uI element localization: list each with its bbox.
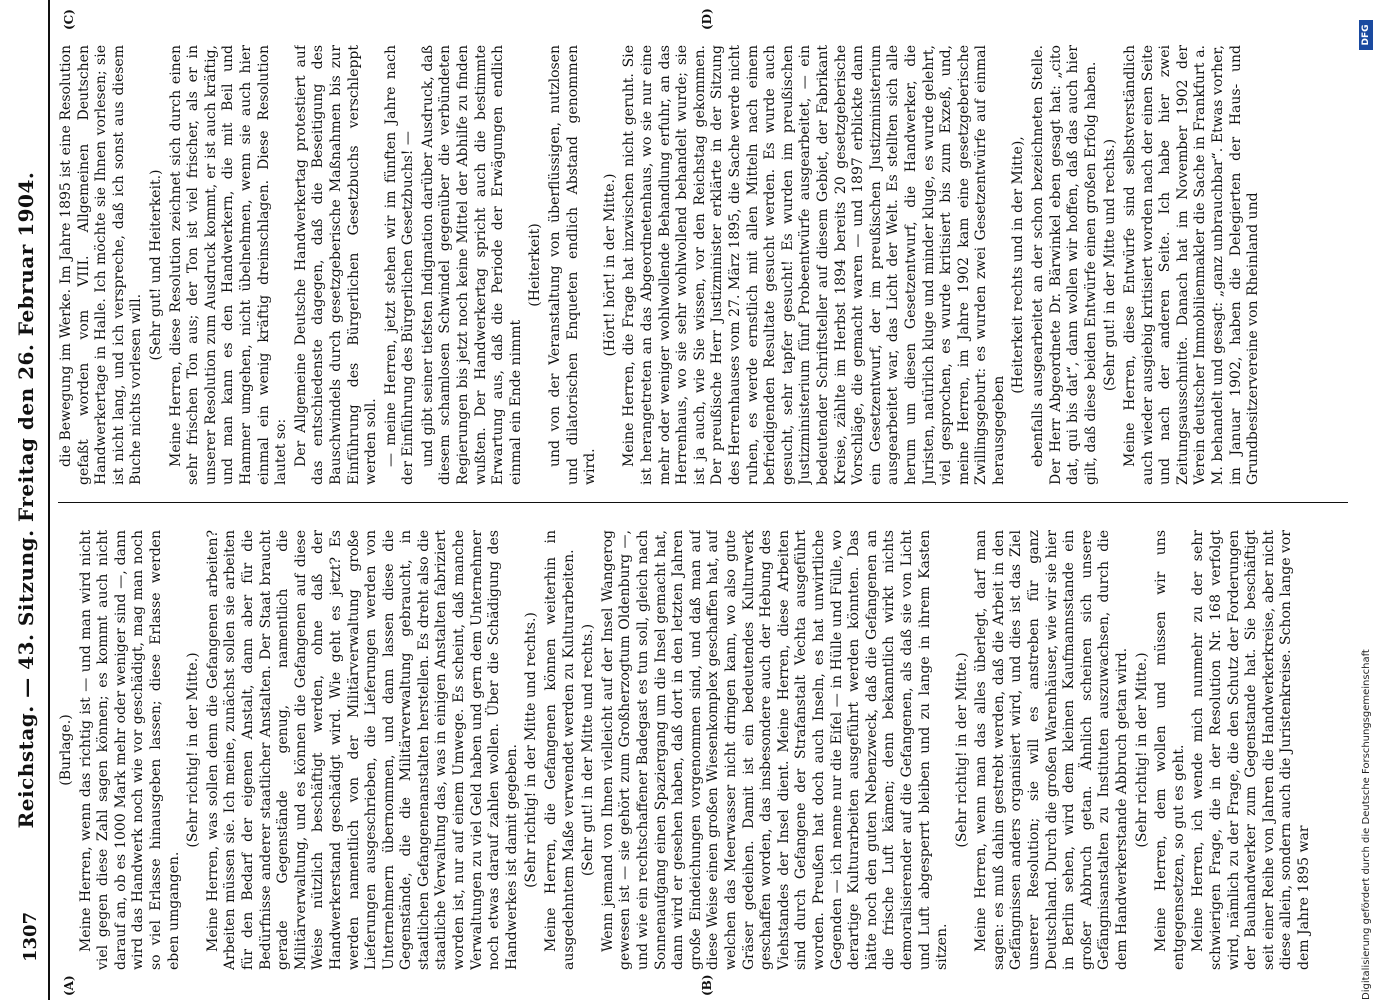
paragraph: Der Allgemeine Deutsche Handwerkertag protestiert auf das entschiedenste dagegen, daß die Beseitigung des Bauschwindels durch gesetzgeberische Maßnahmen bis zur Einführung des Bürgerlichen Gesetzbuchs verschleppt werden soll. — [292, 45, 380, 485]
margin-marker-b: (B) — [700, 974, 714, 996]
right-column — [58, 45, 1348, 485]
paragraph: Meine Herren, die Frage hat inzwischen nicht geruht. Sie ist herangetreten an das Abgeordnetenhaus, wo sie nur eine mehr oder weniger wohlwollende Behandlung erfuhr, an das Herrenhaus, wo sie sehr wohlwollend behandelt wurde; sie ist ja auch, wie Sie wissen, vor den Reichstag gekommen. Der preußische Herr Justizminister erklärte in der Sitzung des Herrenhauses vom 27. März 1895, die Sache werde nicht ruhen, es werde ernstlich mit allen Mitteln nach einem befriedigenden Resultate gesucht werden. Es wurde auch gesucht, sehr tapfer gesucht! Es wurden im preußischen Justizministerium fünf Probeentwürfe ausgearbeitet, — ein bedeutender Schriftsteller auf diesem Gebiet, der Fabrikant Kreise, zählte im Herbst 1894 bereits 20 gesetzgeberische Vorschläge, die gemacht waren — und 1897 erblickte dann ein Gesetzentwurf, der im preußischen Justizministerium ausgearbeitet war, das Licht der Welt. Es stellten sich alle herum um diesen Gesetzentwurf, die Handwerker, die Juristen, natürlich kluge und minder kluge, es wurde gelehrt, viel gesprochen, es wurde kritisiert bis zum Exzeß, und, meine Herren, im Jahre 1902 kam eine gesetzgeberische Zwillingsgeburt: es wurden zwei Gesetzentwürfe auf einmal herausgegeben — [621, 45, 1007, 485]
paragraph: Meine Herren, diese Entwürfe sind selbstverständlich auch wieder ausgiebig kritisiert worden nach der einen Seite und nach der anderen Seite. Ich habe hier zwei Zeitungsausschnitte. Danach hat im November 1902 der Verein deutscher Immobilienmakler die Sache in Frankfurt a. M. behandelt und gesagt: „ganz unbrauchbar“. Etwas vorher, im Januar 1902, haben die Delegierten der Haus- und Grundbesitzervereine von Rheinland und — [1122, 45, 1262, 485]
paragraph: Meine Herren, die Gefangenen können weiterhin in ausgedehntem Maße verwendet werden zu Kulturarbeiten. — [543, 530, 577, 970]
paragraph: Meine Herren, wenn man das alles überlegt, darf man sagen: es muß dahin gestrebt werden, daß die Arbeit in den Gefängnissen anders organisiert wird, und dies ist das Ziel unserer Resolution; sie will es anstreben für ganz Deutschland. Durch die großen Warenhäuser, wie wir sie hier in Berlin sehen, wird dem kleinen Kaufmannsstande ein großer Abbruch getan. Ähnlich scheinen sich unsere Gefängnisanstalten zu Instituten auszuwachsen, durch die dem Handwerkerstande Abbruch getan wird. — [973, 530, 1131, 970]
right-paragraphs — [58, 45, 1263, 485]
paragraph: (Heiterkeit rechts und in der Mitte), — [1010, 136, 1027, 394]
paragraph: Meine Herren, diese Resolution zeichnet sich durch einen sehr frischen Ton aus; der Ton ist viel frischer, als er in unserer Resolution zum Ausdruck kommt, er ist auch kräftig, und man kann es den Handwerkern, die mit Beil und Hammer umgehen, nicht übelnehmen, wenn sie auch hier einmal ein wenig kräftig dreinschlagen. Diese Resolution lautet so: — [167, 45, 290, 485]
speaker-label: (Burlage.) — [58, 714, 74, 786]
paragraph: (Sehr richtig! in der Mitte.) — [1133, 652, 1150, 848]
paragraph: (Hört! hört! in der Mitte.) — [601, 173, 618, 357]
paragraph: Wenn jemand von Ihnen vielleicht auf der Insel Wangerog gewesen ist — sie gehört zum Großherzogtum Oldenburg —, und wie ein rechtschaffener Badegast es tun soll, gleich nach Sonnenaufgang einen Spaziergang um die Insel gemacht hat, dann wird er gesehen haben, daß dort in den letzten Jahren große Eindeichungen vorgenommen sind, und daß man auf diese Weise einen großen Wiesenkomplex geschaffen hat, auf welchen das Meerwasser nicht dringen kann, wo also gute Gräser gedeihen. Damit ist ein bedeutendes Kulturwerk geschaffen worden, das insbesondere auch der Hebung des Viehstandes der Insel dient. Meine Herren, diese Arbeiten sind durch Gefangene der Strafanstalt Vechta ausgeführt worden. Preußen hat doch auch Inseln, es hat unwirtliche Gegenden — ich nenne nur die Eifel — in Hülle und Fülle, wo derartige Kulturarbeiten ausgeführt werden könnten. Das hätte noch den guten Nebenzweck, daß die Gefangenen an die frische Luft kämen; denn bekanntlich wirkt nichts demoralisierender auf die Gefangenen, als daß sie von Licht und Luft abgesperrt bleiben und zu lange in ihrem Kasten sitzen. — [599, 530, 951, 970]
paragraph: — meine Herren, jetzt stehen wir im fünften Jahre nach der Einführung des Bürgerlichen Gesetzbuchs! — — [382, 45, 417, 485]
paragraph: (Sehr gut! und Heiterkeit.) — [147, 169, 164, 361]
paragraph: (Sehr gut! in der Mitte und rechts.) — [1102, 138, 1119, 392]
margin-marker-d: (D) — [700, 8, 714, 30]
paragraph: Meine Herren, ich wende mich nunmehr zu der sehr schwierigen Frage, die in der Resolution Nr. 168 verfolgt wird, nämlich zu der Frage, die den Schutz der Forderungen der Bauhandwerker zum Gegenstande hat. Sie beschäftigt seit einer Reihe von Jahren die Handwerkerkreise, aber nicht diese allein, sondern auch die Juristenkreise. Schon lange vor dem Jahre 1895 war — [1190, 530, 1312, 970]
paragraph: und gibt seiner tiefsten Indignation darüber Ausdruck, daß diesem schamlosen Schwindel gegenüber die verbündeten Regierungen bis jetzt noch keine Mittel der Abhilfe zu finden wußten. Der Handwerkertag spricht auch die bestimmte Erwartung aus, daß die Periode der Erwägungen endlich einmal ein Ende nimmt — [419, 45, 524, 485]
paragraph: (Sehr richtig! in der Mitte.) — [953, 652, 970, 848]
paragraph: (Sehr gut! in der Mitte und rechts.) — [580, 623, 597, 877]
column-divider — [58, 502, 1348, 503]
page-footer — [1349, 0, 1383, 1000]
page-title: Reichstag. — 43. Sitzung. Freitag den 26. Februar 1904. — [14, 171, 38, 829]
paragraph: ebenfalls ausgearbeitet an der schon bezeichneten Stelle. Der Herr Abgeordnete Dr. Bärwinkel eben gesagt hat: „cito dat, qui bis dat“, dann wollen wir hoffen, daß das auch hier gilt, daß diese beiden Entwürfe einen großen Erfolg haben. — [1030, 45, 1099, 485]
paragraph: (Sehr richtig! in der Mitte und rechts.) — [523, 612, 540, 888]
page-number: 1307 — [20, 911, 41, 962]
dfg-logo: DFG — [1359, 20, 1373, 50]
paragraph: (Sehr richtig! in der Mitte.) — [185, 652, 202, 848]
left-paragraphs — [78, 530, 1314, 970]
header-rule — [48, 0, 50, 1000]
digitization-credit: Digitalisierung gefördert durch die Deutsche Forschungsgemeinschaft — [1361, 649, 1372, 1000]
margin-marker-c: (C) — [62, 9, 76, 30]
paragraph: Meine Herren, wenn das richtig ist — und man wird nicht viel gegen diese Zahl sagen können; es kommt auch nicht darauf an, ob es 1000 Mark mehr oder weniger sind —, dann wird das Handwerk noch wie vor geschädigt, mag man noch so viel Erlasse hinausgeben lassen; diese Erlasse werden eben umgangen. — [77, 530, 182, 970]
left-column — [58, 530, 1348, 970]
page-header — [8, 30, 48, 970]
paragraph: die Bewegung im Werke. Im Jahre 1895 ist eine Resolution gefaßt worden vom VIII. Allgemeinen Deutschen Handwerkertage in Halle. Ich möchte sie Ihnen vorlesen; sie ist nicht lang, und ich verspreche, daß ich sonst aus diesem Buche nichts vorlesen will. — [58, 45, 145, 485]
paragraph: Meine Herren, was sollen denn die Gefangenen arbeiten? Arbeiten müssen sie. Ich meine, zunächst sollen sie arbeiten für den Bedarf der eigenen Anstalt, dann aber für die Bedürfnisse anderer staatlicher Anstalten. Der Staat braucht gerade Gegenstände genug, namentlich die Militärverwaltung, und es können die Gefangenen auf diese Weise nützlich beschäftigt werden, ohne daß der Handwerkerstand geschädigt wird. Wie geht es jetzt? Es werden namentlich von der Militärverwaltung große Lieferungen ausgeschrieben, die Lieferungen werden von Unternehmern übernommen, und dann lassen diese die Gegenstände, die die Militärverwaltung gebraucht, in staatlichen Gefangenenanstalten herstellen. Es dreht also die staatliche Verwaltung das, was in einigen Anstalten fabriziert worden ist, nur auf einem Umwege. Es scheint, daß manche Verwaltungen zu viel Geld haben und gern dem Unternehmer noch etwas darauf zahlen wollen. Über die Schädigung des Handwerkes ist damit gegeben. — [204, 530, 520, 970]
paragraph: (Heiterkeit) — [527, 223, 544, 307]
margin-marker-a: (A) — [62, 975, 76, 996]
paragraph: Meine Herren, dem wollen und müssen wir uns entgegensetzen, so gut es geht. — [1153, 530, 1187, 970]
paragraph: und von der Veranstaltung von überflüssigen, nutzlosen und dilatorischen Enqueten endlich Abstand genommen wird. — [547, 45, 599, 485]
